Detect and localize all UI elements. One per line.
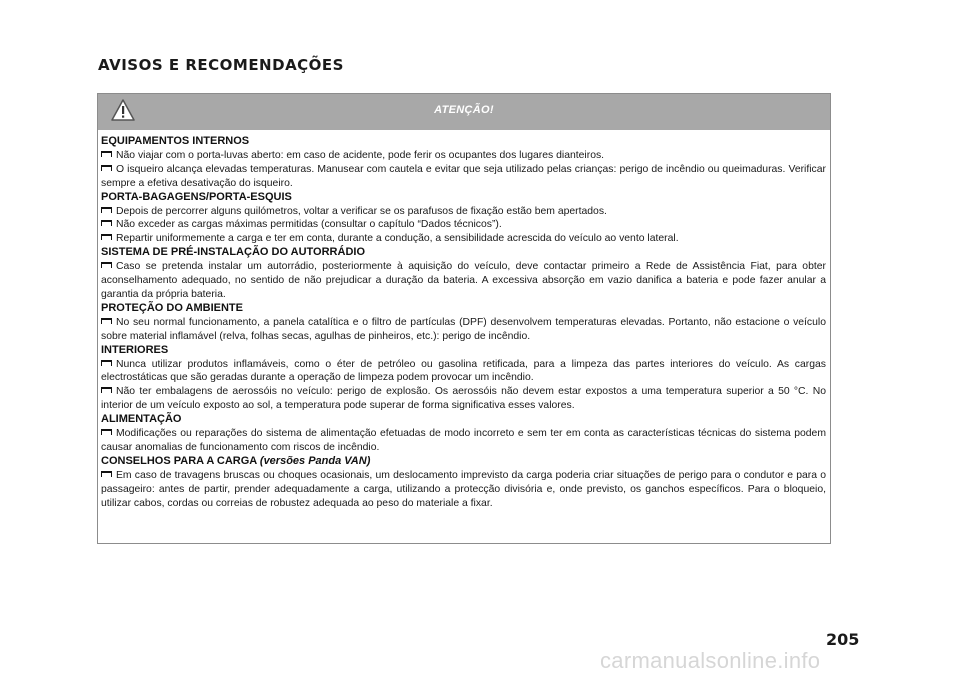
paragraph: Repartir uniformemente a carga e ter em conta, durante a condução, a sensibilidade acrescida do veículo ao vento lateral. [101, 232, 826, 246]
paragraph: Não ter embalagens de aerossóis no veículo: perigo de explosão. Os aerossóis não devem estar expostos a uma temperatura superior a 50 °C. No interior de um veículo exposto ao sol, a temperatura pode superar de forma significativa esses valores. [101, 386, 826, 412]
bullet-icon [101, 471, 112, 477]
bullet-icon [101, 165, 112, 171]
section-title [101, 455, 826, 469]
bullet-icon [101, 262, 112, 268]
paragraph: Nunca utilizar produtos inflamáveis, como o éter de petróleo ou gasolina retificada, para a limpeza das partes interiores do veículo. As cargas electrostáticas que são geradas durante a operação de limpeza podem provocar um incêndio. [101, 358, 826, 384]
paragraph: Em caso de travagens bruscas ou choques ocasionais, um deslocamento imprevisto da carga poderia criar situações de perigo para o condutor e para o passageiro: antes de partir, prender adequadamente a carga, utilizando a protecção divisória e, onde previsto, os ganchos específicos. Para o bloqueio, utilizar cabos, cordas ou correias de robustez adequada ao peso do materiale a fixar. [101, 469, 826, 509]
warning-body [98, 130, 830, 510]
paragraph: Não viajar com o porta-luvas aberto: em caso de acidente, pode ferir os ocupantes dos lugares dianteiros. [101, 149, 826, 163]
paragraph: Caso se pretenda instalar um autorrádio, posteriormente à aquisição do veículo, deve contactar primeiro a Rede de Assistência Fiat, para obter aconselhamento adequado, no sentido de não prejudicar a duração da bateria. A excessiva absorção em vazio danifica a bateria e pode fazer anular a garantia da própria bateria. [101, 261, 826, 300]
section-title: SISTEMA DE PRÉ-INSTALAÇÃO DO AUTORRÁDIO [101, 246, 366, 259]
paragraph: Não exceder as cargas máximas permitidas (consultar o capítulo “Dados técnicos”). [101, 218, 826, 232]
section-title: EQUIPAMENTOS INTERNOS [101, 135, 250, 147]
bullet-icon [101, 234, 112, 240]
bullet-icon [101, 151, 112, 157]
paragraph: O isqueiro alcança elevadas temperaturas. Manusear com cautela e evitar que seja utilizado pelas crianças: perigo de incêndio ou queimaduras. Verificar sempre a efetiva desativação do isqueiro. [101, 163, 826, 189]
page-heading: AVISOS E RECOMENDAÇÕES [98, 56, 344, 74]
bullet-icon [101, 429, 112, 435]
paragraph: No seu normal funcionamento, a panela catalítica e o filtro de partículas (DPF) desenvolvem temperaturas elevadas. Portanto, não estacione o veículo sobre material inflamável (relva, folhas secas, agulhas de pinheiros, etc.): perigo de incêndio. [101, 316, 826, 342]
section-subtitle: (versões Panda VAN) [259, 454, 371, 467]
section-title: INTERIORES [101, 343, 169, 356]
bullet-icon [101, 387, 112, 393]
section-title: ALIMENTAÇÃO [101, 413, 182, 426]
paragraph: Depois de percorrer alguns quilómetros, voltar a verificar se os parafusos de fixação estão bem apertados. [101, 205, 826, 219]
section-title-text: CONSELHOS PARA A CARGA [101, 454, 257, 467]
section-title: PROTEÇÃO DO AMBIENTE [101, 301, 243, 314]
page-number: 205 [826, 630, 860, 649]
warning-header [98, 94, 830, 130]
bullet-icon [101, 318, 112, 324]
warning-box [97, 93, 831, 544]
bullet-icon [101, 207, 112, 213]
watermark: carmanualsonline.info [600, 648, 821, 673]
paragraph: Modificações ou reparações do sistema de alimentação efetuadas de modo incorreto e sem ter em conta as características técnicas do sistema podem causar anomalias de funcionamento com riscos de incêndio. [101, 428, 826, 453]
section-title: PORTA-BAGAGENS/PORTA-ESQUIS [101, 190, 292, 203]
bullet-icon [101, 360, 112, 366]
bullet-icon [101, 220, 112, 226]
warning-title: ATENÇÃO! [434, 104, 494, 116]
